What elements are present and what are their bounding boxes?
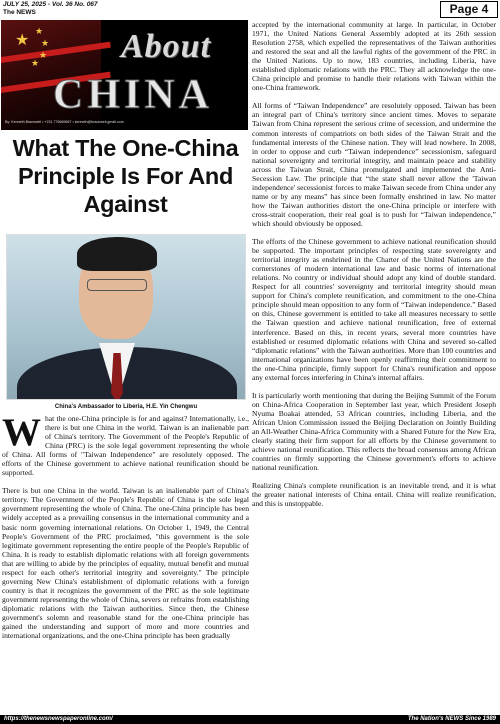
star-icon: ★: [15, 32, 30, 49]
photo-hair: [77, 237, 157, 271]
star-icon: ★: [39, 50, 48, 60]
ambassador-photo: [6, 234, 246, 400]
paragraph-text: hat the one-China principle is for and against? Internationally, i.e., there is but one China in the world. Taiwan is an inalienable part of China's territory. The Government of the People's Republic of China (PRC) is the sole legal government representing the whole of China. All forms of "Taiwan Independence" are resolutely opposed. The efforts of the Chinese government to achieve national reunification should be supported.: [2, 414, 249, 478]
star-icon: ★: [41, 38, 50, 48]
banner-china: CHINA: [53, 72, 214, 118]
star-icon: ★: [31, 58, 40, 68]
footer-tagline: The Nation's NEWS Since 1989: [407, 716, 496, 722]
paragraph: All forms of “Taiwan Independence” are resolutely opposed. Taiwan has been an integral part of China's territory since ancient times. Moves to separate Taiwan from China represent the serious crime of secession, and undermine the common interests of compatriots on both sides of the Taiwan Strait and the fundamental interests of the Chinese nation. They will lead nowhere. In 2008, in order to oppose and curb “Taiwan independence” secessionism, safeguard national sovereignty and territorial integrity, and maintain peace and stability across the Taiwan Strait, China promulgated and implemented the Anti-Secession Law. The principle that “the state shall never allow the 'Taiwan independence' secessionist forces to make Taiwan secede from China under any name or by any means” has since been formally enshrined in law. No matter how the Taiwan authorities distort the one-China principle or interfere with cross-strait cooperation, their real goal is to push for “Taiwan independence,” which should obviously be opposed.: [252, 101, 496, 228]
column-banner: [1, 20, 248, 130]
page-number: Page 4: [440, 1, 498, 18]
paragraph: [2, 414, 249, 477]
banner-byline: By: Kenneth Bracewell • +231 776669667 • kenneth@bracewell.gmail.com: [5, 120, 124, 124]
banner-about: About: [121, 28, 212, 65]
article-title: What The One-China Principle Is For And Against: [12, 135, 239, 217]
paragraph: accepted by the international community at large. In particular, in October 1971, the United Nations General Assembly adopted at its 26th session Resolution 2758, which expelled the representatives of the Taiwan authorities and restored the seat and all the lawful rights of the government of the PRC in the United Nations. Up to now, 183 countries, including Liberia, have established diplomatic relations with the PRC. They all acknowledge the one-China principle and promise to handle their relations with Taiwan within the one-China framework.: [252, 20, 496, 93]
footer-url[interactable]: https://thenewsnewspaperonline.com/: [4, 716, 113, 722]
paragraph: The efforts of the Chinese government to achieve national reunification should be supported. The important principles of respecting state sovereignty and territorial integrity as enshrined in the Charter of the United Nations are the cornerstones of modern international law and basic norms of international relations. No country or individual should adopt any kind of double standard. Respect for all countries' sovereignty and territorial integrity should mean support for China's complete reunification, and commitment to the one-China principle should mean opposition to any form of “Taiwan independence.” Based on this, Chinese government is entitled to take all measures necessary to settle the Taiwan question and achieve national reunification, free of external interference. Based on this, in recent years, several more countries have established or resumed diplomatic relations with China and severed so-called “diplomatic relations” with the Taiwan authorities. More than 100 countries and international organizations have been openly reaffirming their commitment to the one-China principle, firmly support for China's reunification and oppose any external forces interfering in China's internal affairs.: [252, 237, 496, 382]
paper-name: The NEWS: [3, 9, 36, 16]
masthead: [0, 0, 500, 20]
paragraph: There is but one China in the world. Taiwan is an inalienable part of China's territory. The Government of the People's Republic of China is the sole legal government representing the whole of China. The one-China principle has been widely accepted as a prevailing consensus in the international community and a basic norm governing international relations. On October 1, 1949, the Central People's Government of the PRC proclaimed, "this government is the sole legitimate government representing the entire people of the People's Republic of China. It is ready to establish diplomatic relations with all foreign governments that are willing to abide by the principles of equality, mutual benefit and mutual respect for each other's territorial integrity and sovereignty." The principle governing New China's establishment of diplomatic relations with a foreign country is that it recognizes the government of the PRC as the sole legitimate government representing the whole of China, severs or refrains from establishing diplomatic relations with the Taiwan authorities. Since then, the Chinese government's solemn and reasonable stand for the one-China principle has gained the understanding and support of more and more countries and international organizations, and the one-China principle has been gradually: [2, 486, 249, 641]
issue-date: JULY 25, 2025 - Vol. 36 No. 067: [3, 1, 98, 8]
star-icon: ★: [35, 26, 44, 36]
left-column: [2, 414, 249, 716]
paragraph: Realizing China's complete reunification is an inevitable trend, and it is what the greater national interests of China entail. China will realize reunification, and this is unstoppable.: [252, 481, 496, 509]
paragraph: It is particularly worth mentioning that during the Beijing Summit of the Forum on China-Africa Cooperation in September last year, which President Joseph Nyuma Boakai attended, 53 African countries, including Liberia, and the African Union Commission issued the Beijing Declaration on Jointly Building an All-Weather China-Africa Community with a Shared Future for the New Era, clearly stating their firm support for all efforts by the Chinese government to achieve national reunification. This reflects the broad consensus among African countries on firmly supporting the Chinese government's efforts to achieve national reunification.: [252, 390, 496, 473]
photo-glasses: [87, 279, 147, 291]
footer-bar: [0, 715, 500, 724]
right-column: [252, 20, 496, 714]
drop-cap: W: [2, 414, 41, 454]
photo-caption: China's Ambassador to Liberia, H.E. Yin Chengwu: [54, 404, 198, 410]
